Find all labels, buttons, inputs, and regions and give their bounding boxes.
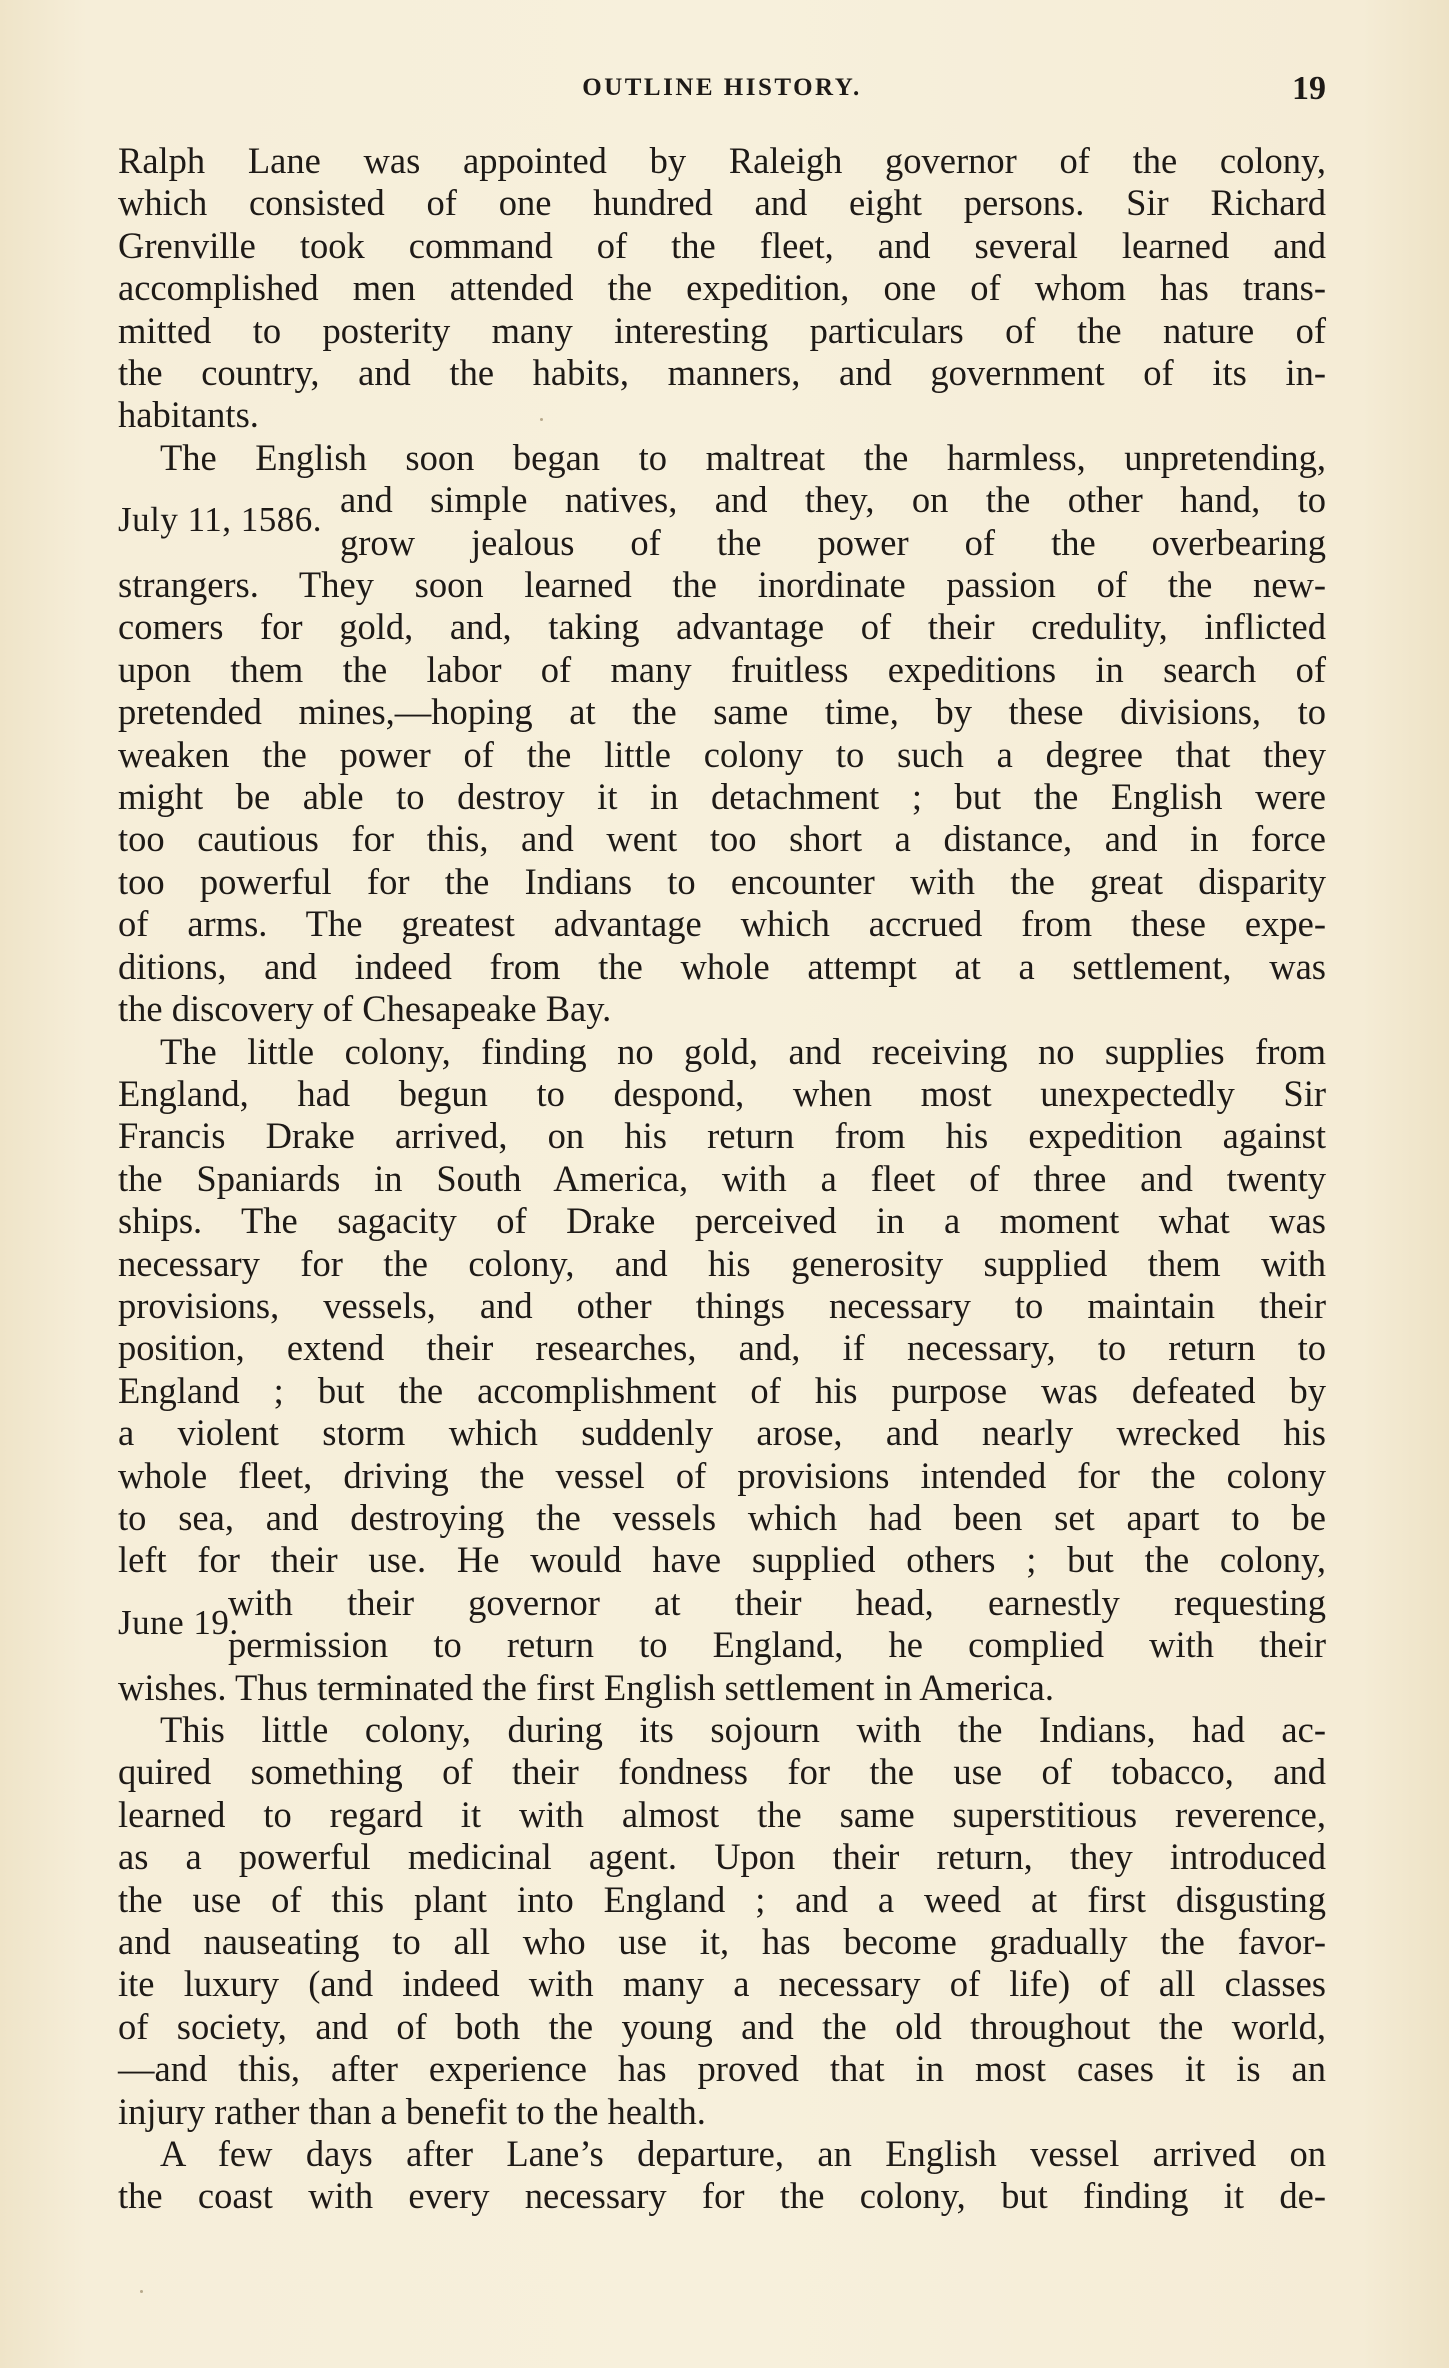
- text-line: Grenville took command of the fleet, and several learned and: [118, 224, 1326, 266]
- text-line: left for their use. He would have supplied others ; but the colony,: [118, 1539, 1326, 1581]
- text-line: upon them the labor of many fruitless expeditions in search of: [118, 648, 1326, 690]
- text-line: position, extend their researches, and, if necessary, to return to: [118, 1327, 1326, 1369]
- paragraph-5: [118, 2133, 1326, 2218]
- text-line: habitants.: [118, 394, 259, 436]
- text-line: strangers. They soon learned the inordinate passion of the new-: [118, 564, 1326, 606]
- text-line: too cautious for this, and went too short a distance, and in force: [118, 818, 1326, 860]
- paragraph-3: [118, 1031, 1326, 1709]
- text-line: provisions, vessels, and other things necessary to maintain their: [118, 1284, 1326, 1326]
- sidenote-block: [118, 479, 1326, 564]
- text-line: permission to return to England, he complied with their: [228, 1624, 1326, 1666]
- text-line: the country, and the habits, manners, and government of its in-: [118, 352, 1326, 394]
- text-line: England, had begun to despond, when most unexpectedly Sir: [118, 1072, 1326, 1114]
- text-line: grow jealous of the power of the overbearing: [340, 521, 1326, 563]
- text-line: The little colony, finding no gold, and receiving no supplies from: [160, 1030, 1326, 1072]
- running-title: OUTLINE HISTORY.: [582, 74, 862, 101]
- body-text: [118, 140, 1326, 2218]
- text-line: ships. The sagacity of Drake perceived in a moment what was: [118, 1200, 1326, 1242]
- text-line: necessary for the colony, and his generosity supplied them with: [118, 1242, 1326, 1284]
- text-line: to sea, and destroying the vessels which had been set apart to be: [118, 1496, 1326, 1538]
- paragraph-2: [118, 437, 1326, 1031]
- text-line: of arms. The greatest advantage which accrued from these expe-: [118, 903, 1326, 945]
- text-line: wishes. Thus terminated the first English settlement in America.: [118, 1666, 1054, 1708]
- text-line: Francis Drake arrived, on his return from his expedition against: [118, 1115, 1326, 1157]
- text-line: too powerful for the Indians to encounter with the great disparity: [118, 860, 1326, 902]
- text-line: with their governor at their head, earnestly requesting: [228, 1581, 1326, 1623]
- text-line: weaken the power of the little colony to such a degree that they: [118, 733, 1326, 775]
- paper-speck: [540, 418, 543, 421]
- text-line: accomplished men attended the expedition, one of whom has trans-: [118, 267, 1326, 309]
- text-line: the Spaniards in South America, with a fleet of three and twenty: [118, 1157, 1326, 1199]
- text-line: whole fleet, driving the vessel of provisions intended for the colony: [118, 1454, 1326, 1496]
- text-line: The English soon began to maltreat the harmless, unpretending,: [160, 436, 1326, 478]
- text-line: which consisted of one hundred and eight persons. Sir Richard: [118, 182, 1326, 224]
- paper-speck: [140, 2290, 143, 2293]
- text-line: and simple natives, and they, on the other hand, to: [340, 479, 1326, 521]
- text-line: a violent storm which suddenly arose, and nearly wrecked his: [118, 1412, 1326, 1454]
- text-line: of society, and of both the young and the old throughout the world,: [118, 2005, 1326, 2047]
- text-line: pretended mines,—hoping at the same time, by these divisions, to: [118, 691, 1326, 733]
- text-line: quired something of their fondness for the use of tobacco, and: [118, 1751, 1326, 1793]
- text-line: the discovery of Chesapeake Bay.: [118, 988, 612, 1030]
- text-line: A few days after Lane’s departure, an English vessel arrived on: [160, 2133, 1326, 2175]
- text-line: England ; but the accomplishment of his purpose was defeated by: [118, 1369, 1326, 1411]
- text-line: and nauseating to all who use it, has become gradually the favor-: [118, 1921, 1326, 1963]
- page-number: 19: [1292, 70, 1326, 107]
- text-line: mitted to posterity many interesting particulars of the nature of: [118, 309, 1326, 351]
- paragraph-4: [118, 1709, 1326, 2133]
- date-sidenote: July 11, 1586.: [118, 500, 323, 540]
- text-line: This little colony, during its sojourn with the Indians, had ac-: [160, 1709, 1326, 1750]
- text-line: comers for gold, and, taking advantage of their credulity, inflicted: [118, 606, 1326, 648]
- text-line: might be able to destroy it in detachment ; but the English were: [118, 776, 1326, 818]
- date-sidenote: June 19.: [118, 1602, 239, 1642]
- paragraph-1: [118, 140, 1326, 437]
- text-line: injury rather than a benefit to the health.: [118, 2090, 706, 2132]
- text-line: Ralph Lane was appointed by Raleigh governor of the colony,: [118, 140, 1326, 181]
- text-line: learned to regard it with almost the same superstitious reverence,: [118, 1793, 1326, 1835]
- text-line: the coast with every necessary for the colony, but finding it de-: [118, 2175, 1326, 2217]
- text-line: as a powerful medicinal agent. Upon their return, they introduced: [118, 1836, 1326, 1878]
- text-line: —and this, after experience has proved that in most cases it is an: [118, 2048, 1326, 2090]
- text-line: the use of this plant into England ; and a weed at first disgusting: [118, 1878, 1326, 1920]
- text-line: ite luxury (and indeed with many a necessary of life) of all classes: [118, 1963, 1326, 2005]
- text-line: ditions, and indeed from the whole attempt at a settlement, was: [118, 945, 1326, 987]
- sidenote-block: [118, 1582, 1326, 1667]
- running-head: [118, 70, 1326, 114]
